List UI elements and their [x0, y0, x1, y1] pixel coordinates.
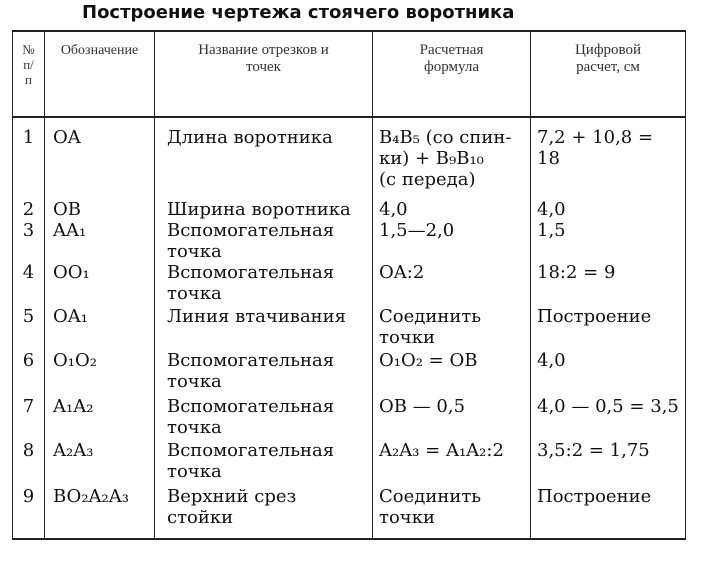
row-calculation: 3,5:2 = 1,75 [531, 440, 686, 486]
row-name: Вспомогательная точка [155, 396, 373, 440]
row-number: 7 [13, 396, 45, 440]
table-header-row [13, 31, 686, 117]
row-formula: Соединить точки [373, 486, 531, 539]
row-designation: OA [45, 117, 155, 199]
table-row [13, 262, 686, 306]
row-name: Вспомогательная точка [155, 440, 373, 486]
row-calculation: 1,5 [531, 220, 686, 262]
row-designation: OO₁ [45, 262, 155, 306]
row-formula: 1,5—2,0 [373, 220, 531, 262]
row-name: Вспомогательная точка [155, 350, 373, 396]
header-calculation: Цифровой расчет, см [531, 31, 686, 117]
row-designation: A₂A₃ [45, 440, 155, 486]
row-designation: OA₁ [45, 306, 155, 350]
row-designation: O₁O₂ [45, 350, 155, 396]
row-formula: Соединить точки [373, 306, 531, 350]
table-row [13, 486, 686, 539]
row-formula: A₂A₃ = A₁A₂:2 [373, 440, 531, 486]
page-title: Построение чертежа стоячего воротника [82, 2, 515, 23]
collar-construction-table [12, 30, 686, 540]
row-calculation: 7,2 + 10,8 = 18 [531, 117, 686, 199]
table-row [13, 220, 686, 262]
row-formula: OB — 0,5 [373, 396, 531, 440]
row-calculation: 4,0 — 0,5 = 3,5 [531, 396, 686, 440]
row-formula: 4,0 [373, 199, 531, 220]
table-row [13, 396, 686, 440]
table-row [13, 117, 686, 199]
header-name: Название отрезков и точек [155, 31, 373, 117]
row-name: Линия втачивания [155, 306, 373, 350]
row-name: Вспомогательная точка [155, 220, 373, 262]
row-designation: AA₁ [45, 220, 155, 262]
table-row [13, 440, 686, 486]
header-designation: Обозначение [45, 31, 155, 117]
row-number: 9 [13, 486, 45, 539]
header-number: № п/ п [13, 31, 45, 117]
row-calculation: 4,0 [531, 199, 686, 220]
row-designation: BO₂A₂A₃ [45, 486, 155, 539]
row-formula: OA:2 [373, 262, 531, 306]
row-designation: A₁A₂ [45, 396, 155, 440]
table-row [13, 199, 686, 220]
row-number: 6 [13, 350, 45, 396]
row-name: Верхний срез стойки [155, 486, 373, 539]
row-calculation: Построение [531, 306, 686, 350]
row-number: 2 [13, 199, 45, 220]
row-calculation: Построение [531, 486, 686, 539]
header-formula: Расчетная формула [373, 31, 531, 117]
row-number: 4 [13, 262, 45, 306]
row-name: Длина воротника [155, 117, 373, 199]
row-number: 3 [13, 220, 45, 262]
row-formula: O₁O₂ = OB [373, 350, 531, 396]
row-calculation: 18:2 = 9 [531, 262, 686, 306]
row-calculation: 4,0 [531, 350, 686, 396]
row-name: Вспомогательная точка [155, 262, 373, 306]
row-number: 5 [13, 306, 45, 350]
row-designation: OB [45, 199, 155, 220]
table-row [13, 350, 686, 396]
row-name: Ширина воротника [155, 199, 373, 220]
row-number: 1 [13, 117, 45, 199]
row-formula: B₄B₅ (со спин- ки) + B₉B₁₀ (с переда) [373, 117, 531, 199]
table-row [13, 306, 686, 350]
row-number: 8 [13, 440, 45, 486]
